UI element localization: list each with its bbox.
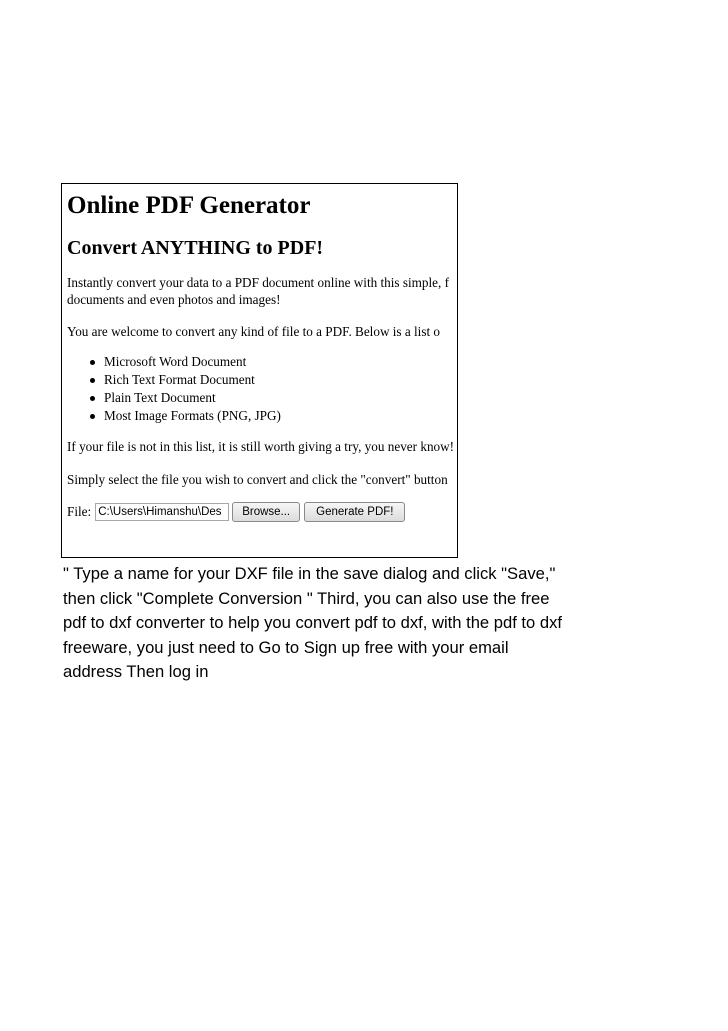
list-item: Most Image Formats (PNG, JPG)	[104, 407, 458, 425]
list-item: Rich Text Format Document	[104, 371, 458, 389]
format-list	[67, 353, 458, 425]
welcome-text: You are welcome to convert any kind of file to a PDF. Below is a list o	[67, 324, 441, 339]
list-item: Plain Text Document	[104, 389, 458, 407]
file-path-input[interactable]: C:\Users\Himanshu\Des	[95, 503, 229, 521]
file-label: File:	[67, 504, 92, 519]
screenshot-content	[67, 190, 458, 522]
browse-button[interactable]: Browse...	[232, 502, 300, 522]
intro-line-2: documents and even photos and images!	[67, 292, 281, 307]
not-in-list-text: If your file is not in this list, it is still worth giving a try, you never know!	[67, 439, 455, 454]
intro-line-1: Instantly convert your data to a PDF document online with this simple, f	[67, 275, 450, 290]
body-paragraph	[63, 562, 663, 685]
body-line-5: address Then log in	[63, 662, 209, 681]
body-line-3: pdf to dxf converter to help you convert pdf to dxf, with the pdf to dxf	[63, 613, 563, 632]
generate-pdf-button[interactable]: Generate PDF!	[304, 502, 405, 522]
generator-title: Online PDF Generator	[67, 192, 311, 219]
generator-subtitle: Convert ANYTHING to PDF!	[67, 237, 324, 259]
body-line-2: then click "Complete Conversion " Third, you can also use the free	[63, 588, 550, 608]
intro-text	[67, 274, 458, 308]
body-line-4: freeware, you just need to Go to Sign up free with your email	[63, 637, 509, 657]
body-line-1: " Type a name for your DXF file in the save dialog and click "Save,"	[63, 564, 556, 583]
embedded-screenshot	[61, 183, 458, 558]
file-upload-row	[67, 502, 458, 522]
instructions-text: Simply select the file you wish to convert and click the "convert" button	[67, 472, 448, 487]
list-item: Microsoft Word Document	[104, 353, 458, 371]
